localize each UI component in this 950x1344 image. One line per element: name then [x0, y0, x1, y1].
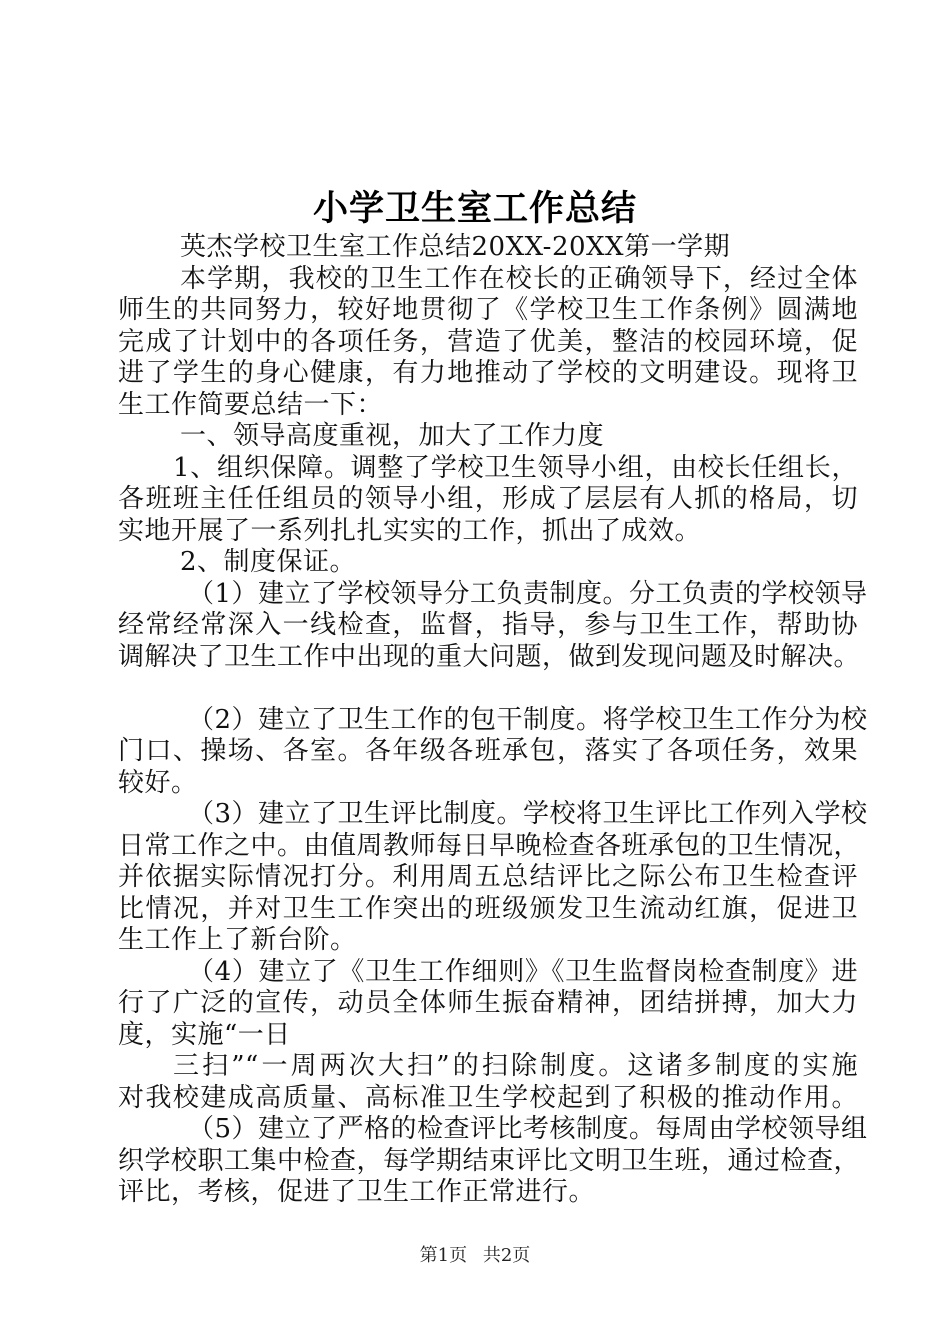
body-text-line: （1）建立了学校领导分工负责制度。分工负责的学校领导	[188, 578, 868, 609]
document-body	[118, 232, 868, 1209]
document-title: 小学卫生室工作总结	[312, 188, 637, 229]
body-text-line: 实地开展了一系列扎扎实实的工作，抓出了成效。	[118, 515, 702, 546]
body-text-line: 门口、操场、各室。各年级各班承包，落实了各项任务，效果	[118, 736, 858, 766]
body-text-line: 评比，考核，促进了卫生工作正常进行。	[118, 1177, 596, 1207]
body-text-line: 英杰学校卫生室工作总结20XX-20XX第一学期	[180, 232, 731, 262]
body-text-line: 各班班主任任组员的领导小组，形成了层层有人抓的格局，切	[118, 484, 858, 514]
body-text-line: 本学期，我校的卫生工作在校长的正确领导下，经过全体	[180, 263, 858, 294]
body-text-line: 进了学生的身心健康，有力地推动了学校的文明建设。现将卫	[118, 358, 858, 388]
body-text-line: 2、制度保证。	[180, 547, 357, 577]
body-text-line: 1、组织保障。调整了学校卫生领导小组，由校长任组长，	[173, 452, 858, 483]
body-text-line: （2）建立了卫生工作的包干制度。将学校卫生工作分为校	[188, 704, 868, 735]
body-text-line: 调解决了卫生工作中出现的重大问题，做到发现问题及时解决。	[118, 641, 861, 672]
body-text-line: 织学校职工集中检查，每学期结束评比文明卫生班，通过检查，	[118, 1145, 861, 1176]
body-text-line: 生工作简要总结一下：	[118, 389, 384, 420]
body-text-line: 生工作上了新台阶。	[118, 925, 357, 955]
body-text-line: （3）建立了卫生评比制度。学校将卫生评比工作列入学校	[188, 799, 868, 829]
body-text-line: 较好。	[118, 767, 198, 798]
page-total: 共2页	[482, 1245, 531, 1266]
body-text-line: （5）建立了严格的检查评比考核制度。每周由学校领导组	[188, 1114, 868, 1144]
page-footer	[0, 1244, 950, 1268]
body-text-line: 对我校建成高质量、高标准卫生学校起到了积极的推动作用。	[118, 1082, 858, 1113]
body-text-line: 一、领导高度重视，加大了工作力度	[180, 421, 605, 451]
page-number: 第1页	[419, 1245, 468, 1266]
body-text-line: 完成了计划中的各项任务，营造了优美，整洁的校园环境，促	[118, 326, 858, 357]
body-text-line: 行了广泛的宣传，动员全体师生振奋精神，团结拼搏，加大力	[118, 988, 858, 1018]
body-text-line: （4）建立了《卫生工作细则》《卫生监督岗检查制度》进	[188, 956, 858, 987]
body-text-line: 经常经常深入一线检查，监督，指导，参与卫生工作，帮助协	[118, 610, 858, 640]
body-text-line: 比情况，并对卫生工作突出的班级颁发卫生流动红旗，促进卫	[118, 893, 858, 924]
body-text-line: 师生的共同努力，较好地贯彻了《学校卫生工作条例》圆满地	[118, 295, 858, 325]
body-text-line: 三扫”“一周两次大扫”的扫除制度。这诸多制度的实施	[173, 1051, 858, 1081]
body-text-line: 日常工作之中。由值周教师每日早晚检查各班承包的卫生情况，	[118, 830, 861, 861]
body-text-line: 并依据实际情况打分。利用周五总结评比之际公布卫生检查评	[118, 862, 858, 892]
blank-line	[118, 673, 858, 705]
body-text-line: 度，实施“一日	[118, 1019, 291, 1050]
